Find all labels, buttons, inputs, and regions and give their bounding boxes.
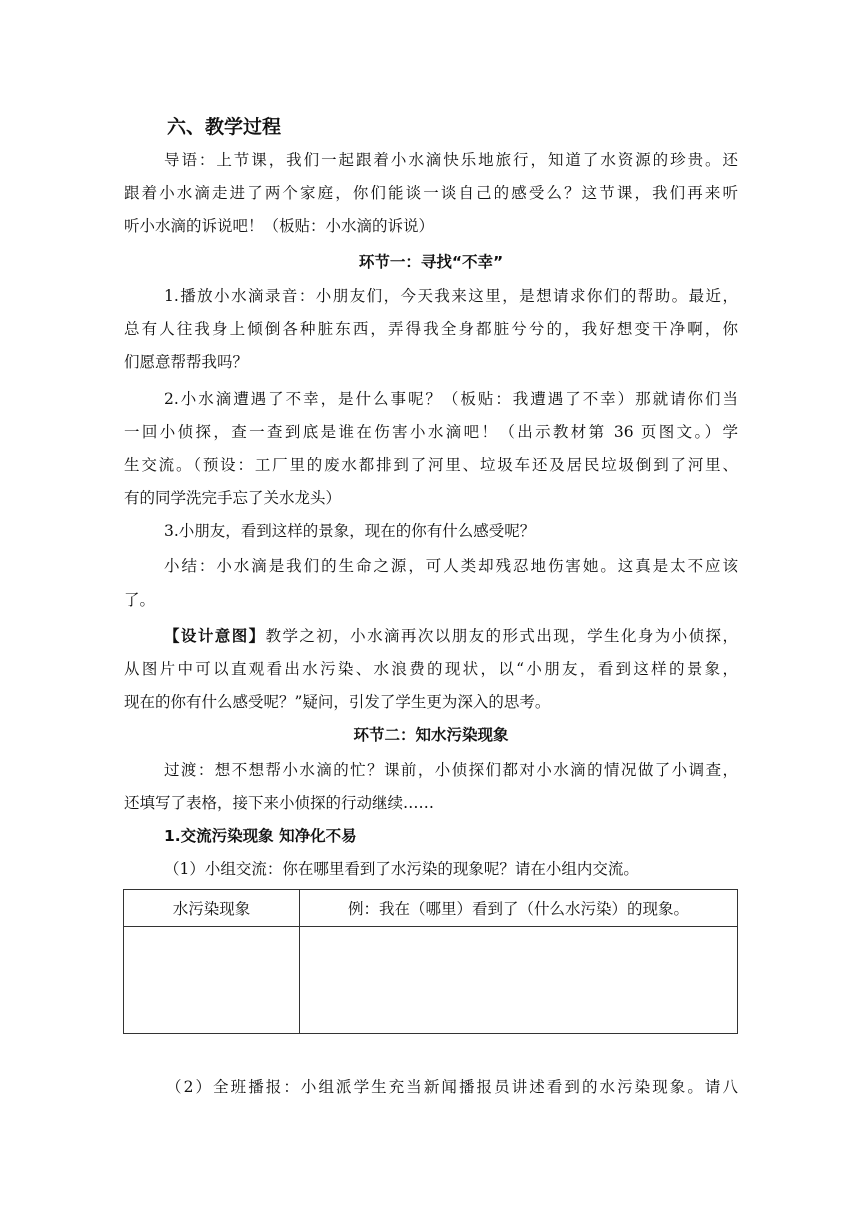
- part1-item2-line-2: 一回小侦探，查一查到底是谁在伤害小水滴吧！（出示教材第 36 页图文。）学: [124, 423, 738, 441]
- part2-transition-line-1: 过渡：想不想帮小水滴的忙？课前，小侦探们都对小水滴的情况做了小调查，: [164, 761, 738, 779]
- table-cell-empty-1: [124, 927, 300, 1034]
- table-row: [124, 927, 738, 1034]
- part1-item1-line-2: 总有人往我身上倾倒各种脏东西，弄得我全身都脏兮兮的，我好想变干净啊，你: [124, 320, 738, 338]
- part1-item1-line-3: 们愿意帮帮我吗？: [124, 353, 249, 371]
- part1-item1-line-1: 1.播放小水滴录音：小朋友们，今天我来这里，是想请求你们的帮助。最近，: [164, 287, 738, 305]
- part2-step1: （1）小组交流：你在哪里看到了水污染的现象呢？请在小组内交流。: [164, 860, 639, 878]
- design-intent-line-2: 从图片中可以直观看出水污染、水浪费的现状，以“小朋友，看到这样的景象，: [124, 660, 738, 678]
- part1-item2-line-3: 生交流。（预设：工厂里的废水都排到了河里、垃圾车还及居民垃圾倒到了河里、: [124, 456, 738, 474]
- part2-step2: （2）全班播报：小组派学生充当新闻播报员讲述看到的水污染现象。请八: [166, 1078, 738, 1096]
- part2-transition-line-2: 还填写了表格，接下来小侦探的行动继续……: [124, 794, 435, 812]
- design-intent-text: 教学之初，小水滴再次以朋友的形式出现，学生化身为小侦探，: [265, 627, 738, 645]
- table-header-row: [124, 890, 738, 927]
- part1-item3: 3.小朋友，看到这样的景象，现在的你有什么感受呢？: [164, 522, 536, 540]
- section-heading: 六、教学过程: [167, 116, 282, 138]
- design-intent-line-1: [164, 626, 738, 646]
- design-intent-label: 【设计意图】: [164, 627, 266, 645]
- intro-line-1: 导语：上节课，我们一起跟着小水滴快乐地旅行，知道了水资源的珍贵。还: [164, 151, 738, 169]
- part2-title: 环节二：知水污染现象: [353, 726, 509, 744]
- intro-line-2: 跟着小水滴走进了两个家庭，你们能谈一谈自己的感受么？这节课，我们再来听: [124, 184, 738, 202]
- pollution-table: [123, 889, 738, 1034]
- table-header-col1: 水污染现象: [124, 890, 300, 927]
- part1-item2-line-1: 2.小水滴遭遇了不幸，是什么事呢？（板贴：我遭遇了不幸）那就请你们当: [164, 390, 738, 408]
- part2-sub1-title: 1.交流污染现象 知净化不易: [164, 827, 357, 845]
- intro-line-3: 听小水滴的诉说吧！（板贴：小水滴的诉说）: [124, 217, 435, 235]
- part1-item2-line-4: 有的同学洗完手忘了关水龙头）: [124, 489, 342, 507]
- part1-summary-line-2: 了。: [124, 591, 156, 609]
- table-cell-empty-2: [300, 927, 738, 1034]
- design-intent-line-3: 现在的你有什么感受呢？”疑问，引发了学生更为深入的思考。: [124, 693, 551, 711]
- part1-summary-line-1: 小结：小水滴是我们的生命之源，可人类却残忍地伤害她。这真是太不应该: [164, 557, 738, 575]
- table-header-col2: 例：我在（哪里）看到了（什么水污染）的现象。: [300, 890, 738, 927]
- part1-title: 环节一：寻找“不幸”: [358, 253, 504, 271]
